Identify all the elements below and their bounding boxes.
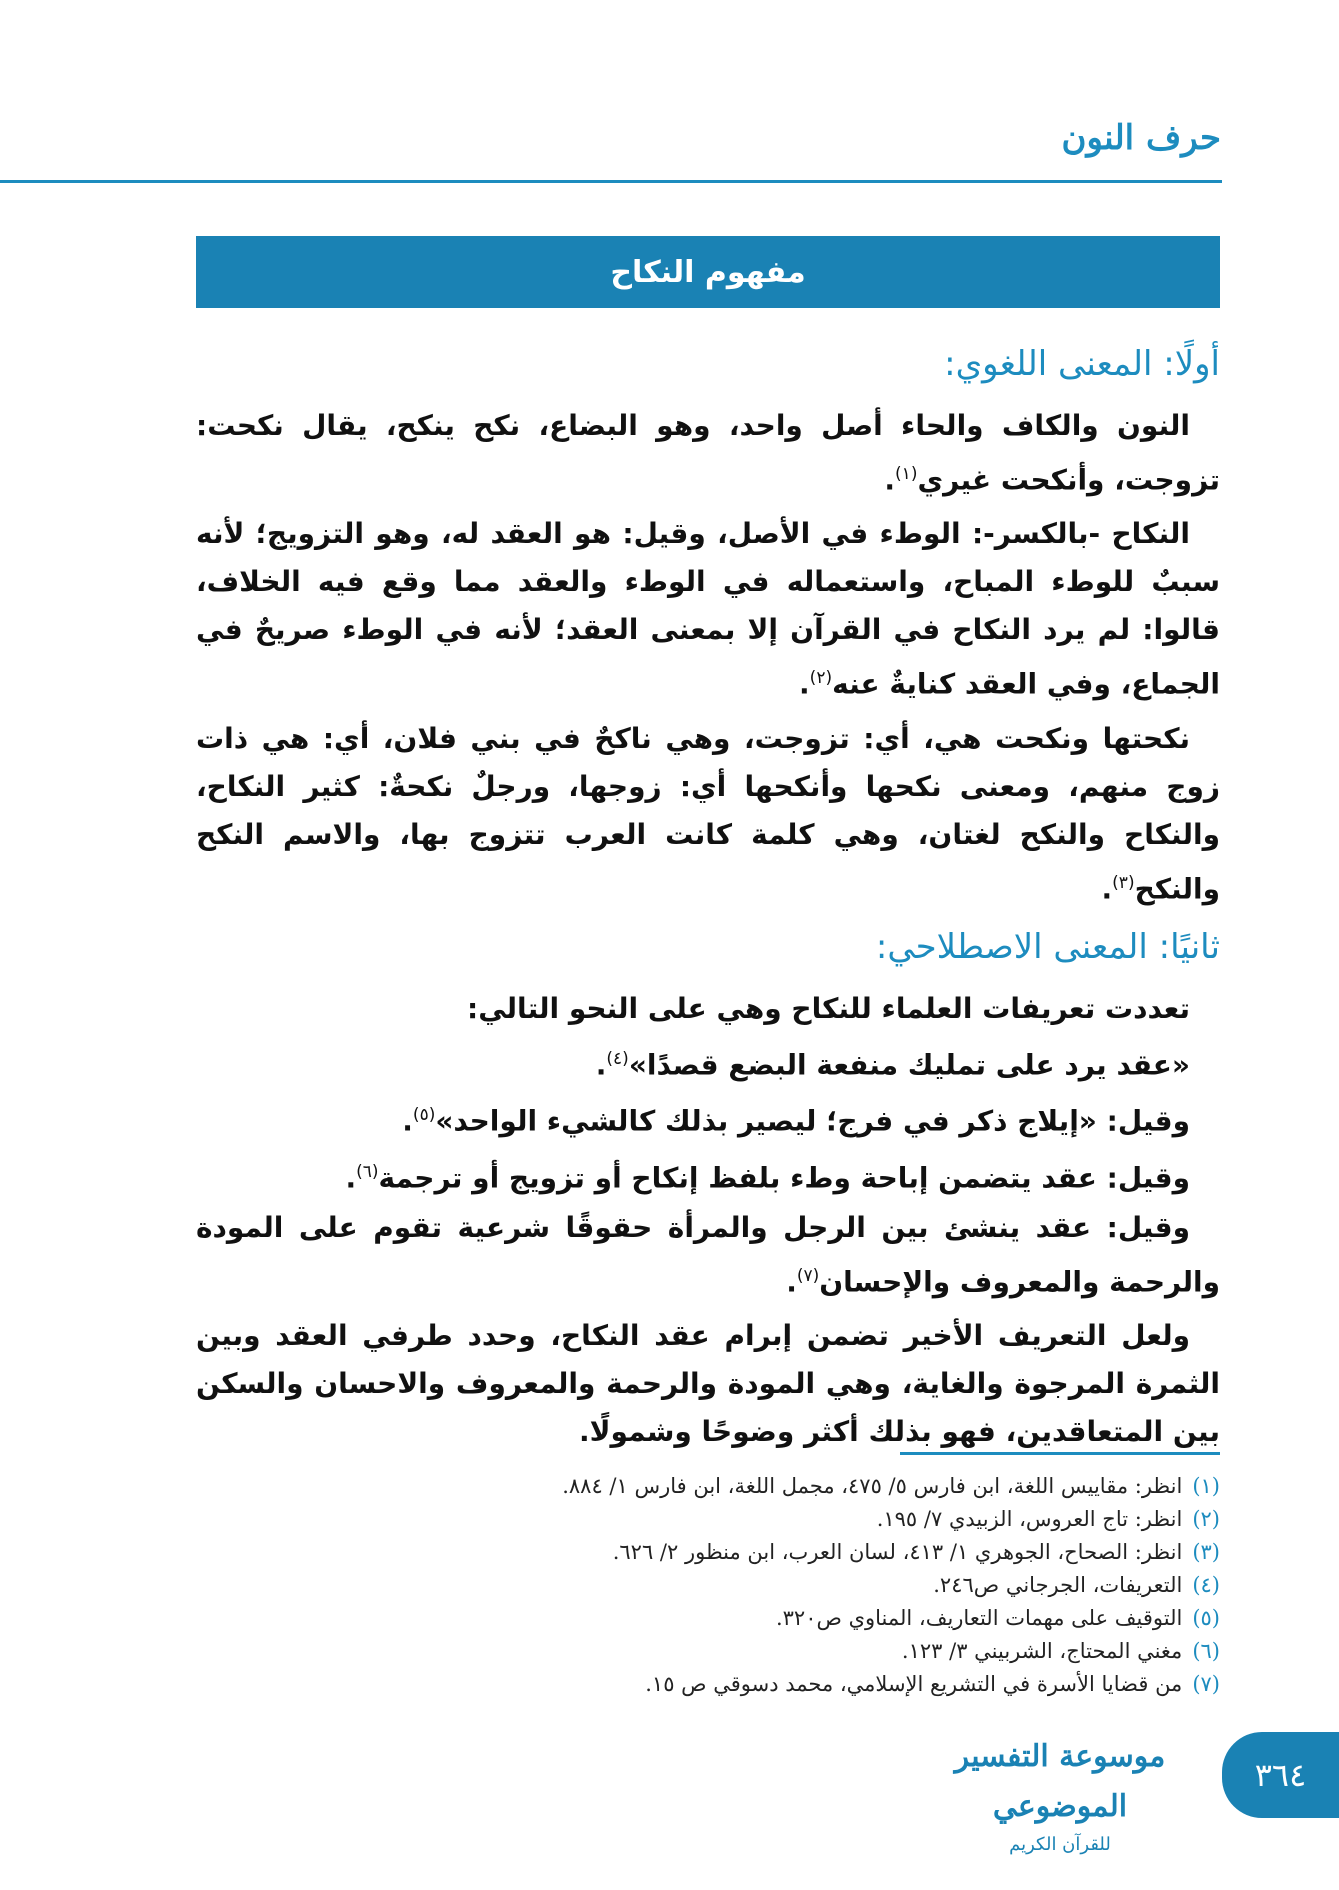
footnote — [300, 1569, 1220, 1602]
paragraph-tail: . — [799, 667, 810, 701]
paragraph-text: نكحتها ونكحت هي، أي: تزوجت، وهي ناكحٌ في بني فلان، أي: هي ذات زوج منهم، ومعنى نكحها وأنكحها أي: زوجها، ورجلٌ نكحةٌ: كثير النكاح، والنكاح والنكح لغتان، وهي كلمة كانت العرب تتزوج بها، والاسم النكح والنكح — [196, 721, 1220, 905]
footnote-text: انظر: تاج العروس، الزبيدي ٧/ ١٩٥. — [876, 1507, 1183, 1531]
footnote-text: انظر: مقاييس اللغة، ابن فارس ٥/ ٤٧٥، مجمل اللغة، ابن فارس ١/ ٨٨٤. — [562, 1474, 1183, 1498]
footnote-ref[interactable]: (٢) — [809, 668, 833, 689]
footnote-ref[interactable]: (٧) — [796, 1265, 820, 1286]
paragraph-tail: . — [345, 1160, 357, 1194]
footnote-number: (٢) — [1192, 1507, 1220, 1531]
definition-item — [196, 1091, 1220, 1145]
footnote-number: (٦) — [1192, 1639, 1220, 1663]
definition-item — [196, 1204, 1220, 1306]
article-title-bar — [196, 236, 1220, 308]
footnotes-divider — [900, 1452, 1220, 1455]
footnote-ref[interactable]: (٤) — [606, 1048, 629, 1069]
footnote-text: التوقيف على مهمات التعاريف، المناوي ص٣٢٠. — [775, 1606, 1183, 1630]
footnote-text: من قضايا الأسرة في التشريع الإسلامي، محمد دسوقي ص ١٥. — [645, 1672, 1183, 1696]
footnote-number: (١) — [1192, 1474, 1220, 1498]
definition-text: وقيل: عقد يتضمن إباحة وطء بلفظ إنكاح أو تزويج أو ترجمة — [378, 1160, 1190, 1194]
footnote-number: (٤) — [1192, 1573, 1220, 1597]
article-title: مفهوم النكاح — [610, 254, 806, 290]
paragraph-tail: . — [595, 1048, 607, 1082]
running-header-chapter: حرف النون — [1061, 118, 1221, 158]
definition-text: وقيل: «إيلاج ذكر في فرج؛ ليصير بذلك كالشيء الواحد» — [435, 1104, 1190, 1138]
paragraph-tail: . — [402, 1104, 413, 1138]
definition-text: وقيل: عقد ينشئ بين الرجل والمرأة حقوقًا شرعية تقوم على المودة والرحمة والمعروف والإحسان — [196, 1210, 1220, 1299]
footnote — [300, 1470, 1220, 1503]
definition-item — [196, 1035, 1220, 1089]
paragraph-tail: . — [786, 1265, 797, 1299]
paragraph-text: النكاح -بالكسر-: الوطء في الأصل، وقيل: هو العقد له، وهو التزويج؛ لأنه سببٌ للوطء المباح، واستعماله في الوطء والعقد مما وقع فيه الخلاف، قالوا: لم يرد النكاح في القرآن إلا بمعنى العقد؛ لأنه في الوطء صريحٌ في الجماع، وفي العقد كنايةٌ عنه — [196, 517, 1220, 701]
footnote-ref[interactable]: (٥) — [412, 1105, 436, 1126]
footnote-text: انظر: الصحاح، الجوهري ١/ ٤١٣، لسان العرب، ابن منظور ٢/ ٦٢٦. — [612, 1540, 1183, 1564]
footnote — [300, 1503, 1220, 1536]
definitions-intro: تعددت تعريفات العلماء للنكاح وهي على النحو التالي: — [467, 991, 1190, 1025]
paragraph — [196, 715, 1220, 913]
footnote-number: (٥) — [1192, 1606, 1220, 1630]
footnote — [300, 1602, 1220, 1635]
paragraph — [196, 402, 1220, 504]
footnote-ref[interactable]: (١) — [895, 464, 918, 484]
footnotes-list — [300, 1470, 1220, 1701]
footnote-number: (٧) — [1192, 1672, 1220, 1696]
page-number: ٣٦٤ — [1254, 1756, 1307, 1794]
logo-sub-text: للقرآن الكريم — [1009, 1834, 1111, 1855]
footnote — [300, 1668, 1220, 1701]
page-number-badge — [1222, 1732, 1339, 1818]
footnote-ref[interactable]: (٦) — [356, 1161, 379, 1182]
paragraph-text: النون والكاف والحاء أصل واحد، وهو البضاع، نكح ينكح، يقال نكحت: تزوجت، وأنكحت غيري — [196, 409, 1220, 497]
conclusion-paragraph: ولعل التعريف الأخير تضمن إبرام عقد النكاح، وحدد طرفي العقد وبين الثمرة المرجوة والغاية، وهي المودة والرحمة والمعروف والاحسان والسكن بين المتعاقدين، فهو بذلك أكثر وضوحًا وشمولًا. — [196, 1319, 1220, 1449]
footnote — [300, 1635, 1220, 1668]
paragraph-tail: . — [884, 463, 896, 497]
article-body — [196, 330, 1220, 1462]
footnote-text: التعريفات، الجرجاني ص٢٤٦. — [933, 1573, 1183, 1597]
definition-item — [196, 1148, 1220, 1202]
section-heading-lexical: أولًا: المعنى اللغوي: — [944, 344, 1220, 384]
footnote-number: (٣) — [1192, 1540, 1220, 1564]
logo-main-text: موسوعة التفسير الموضوعي — [954, 1739, 1166, 1824]
paragraph-tail: . — [1101, 871, 1113, 905]
paragraph — [196, 510, 1220, 708]
footnote-text: مغني المحتاج، الشربيني ٣/ ١٢٣. — [901, 1639, 1183, 1663]
encyclopedia-logo — [920, 1732, 1200, 1855]
footnote — [300, 1536, 1220, 1569]
definition-text: «عقد يرد على تمليك منفعة البضع قصدًا» — [628, 1048, 1190, 1082]
section-heading-technical: ثانيًا: المعنى الاصطلاحي: — [875, 926, 1220, 967]
footnote-ref[interactable]: (٣) — [1112, 872, 1135, 893]
header-divider — [0, 180, 1222, 183]
